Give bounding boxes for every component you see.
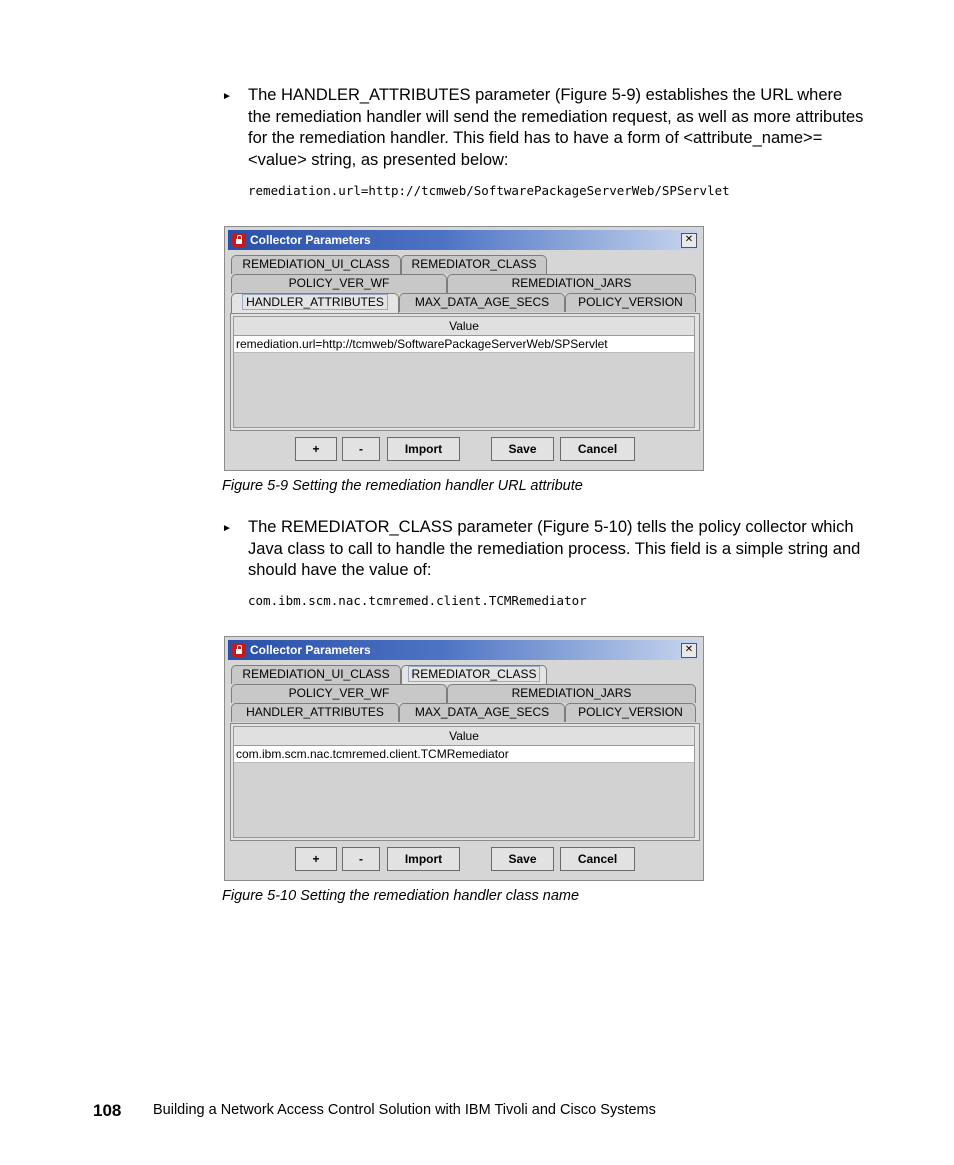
tab-remediation-jars[interactable] — [447, 684, 696, 703]
tab-remediation-ui-class[interactable] — [231, 665, 401, 684]
value-table — [233, 726, 695, 838]
tab-handler-attributes[interactable] — [231, 703, 399, 722]
table-cell-value[interactable]: com.ibm.scm.nac.tcmremed.client.TCMRemediator — [234, 746, 694, 763]
tab-label: POLICY_VERSION — [578, 295, 683, 309]
bullet-marker: ► — [222, 91, 232, 102]
tab-policy-version[interactable] — [565, 703, 696, 722]
tab-policy-ver-wf[interactable] — [231, 274, 447, 293]
close-icon[interactable]: ✕ — [681, 233, 697, 248]
remove-button[interactable]: - — [342, 437, 380, 461]
figure-caption-5-10: Figure 5-10 Setting the remediation handler class name — [222, 888, 580, 904]
tab-max-data-age-secs[interactable] — [399, 703, 565, 722]
tab-label: REMEDIATION_JARS — [511, 686, 632, 700]
save-button[interactable]: Save — [491, 437, 554, 461]
parameter-panel — [230, 723, 700, 841]
close-icon[interactable]: ✕ — [681, 643, 697, 658]
import-button[interactable]: Import — [387, 437, 460, 461]
tab-label: POLICY_VER_WF — [288, 276, 390, 290]
value-table — [233, 316, 695, 428]
figure-caption-5-9: Figure 5-9 Setting the remediation handler URL attribute — [222, 478, 583, 494]
tab-label: MAX_DATA_AGE_SECS — [414, 705, 550, 719]
tab-label: REMEDIATOR_CLASS — [411, 257, 537, 271]
tab-label: POLICY_VER_WF — [288, 686, 390, 700]
window-title: Collector Parameters — [250, 233, 371, 247]
collector-parameters-window — [224, 636, 704, 881]
add-button[interactable]: + — [295, 437, 337, 461]
tab-handler-attributes[interactable] — [231, 293, 399, 314]
collector-parameters-window — [224, 226, 704, 471]
tab-label: REMEDIATION_UI_CLASS — [242, 667, 390, 681]
tab-label: HANDLER_ATTRIBUTES — [242, 294, 388, 310]
title-bar — [228, 640, 700, 660]
column-header-value[interactable]: Value — [234, 317, 694, 336]
code-remediator-class: com.ibm.scm.nac.tcmremed.client.TCMRemediator — [248, 593, 587, 608]
tab-policy-ver-wf[interactable] — [231, 684, 447, 703]
cancel-button[interactable]: Cancel — [560, 847, 635, 871]
cancel-button[interactable]: Cancel — [560, 437, 635, 461]
tab-label: HANDLER_ATTRIBUTES — [246, 705, 384, 719]
save-button[interactable]: Save — [491, 847, 554, 871]
tab-remediator-class[interactable] — [401, 665, 547, 684]
bullet-marker: ► — [222, 523, 232, 534]
tab-remediation-ui-class[interactable] — [231, 255, 401, 274]
tab-label: POLICY_VERSION — [578, 705, 683, 719]
tab-label: REMEDIATION_JARS — [511, 276, 632, 290]
paragraph-remediator-class: The REMEDIATOR_CLASS parameter (Figure 5-10) tells the policy collector which Java class to call to handle the remediation process. This field is a simple string and should have the value of: — [248, 518, 861, 579]
lock-icon — [232, 643, 246, 657]
table-cell-value[interactable]: remediation.url=http://tcmweb/SoftwarePackageServerWeb/SPServlet — [234, 336, 694, 353]
parameter-panel — [230, 313, 700, 431]
import-button[interactable]: Import — [387, 847, 460, 871]
title-bar — [228, 230, 700, 250]
tab-label: REMEDIATOR_CLASS — [408, 666, 541, 682]
remove-button[interactable]: - — [342, 847, 380, 871]
tab-label: MAX_DATA_AGE_SECS — [414, 295, 550, 309]
footer-book-title: Building a Network Access Control Solution with IBM Tivoli and Cisco Systems — [153, 1102, 656, 1118]
code-remediation-url: remediation.url=http://tcmweb/SoftwarePackageServerWeb/SPServlet — [248, 183, 730, 198]
tab-policy-version[interactable] — [565, 293, 696, 312]
page-number: 108 — [93, 1101, 122, 1120]
add-button[interactable]: + — [295, 847, 337, 871]
column-header-value[interactable]: Value — [234, 727, 694, 746]
window-title: Collector Parameters — [250, 643, 371, 657]
tab-remediator-class[interactable] — [401, 255, 547, 274]
tab-label: REMEDIATION_UI_CLASS — [242, 257, 390, 271]
tab-remediation-jars[interactable] — [447, 274, 696, 293]
paragraph-handler-attributes: The HANDLER_ATTRIBUTES parameter (Figure 5-9) establishes the URL where the remediation handler will send the remediation request, as well as more attributes for the remediation handler. This field has to have a form of <attribute_name>=<value> string, as presented below: — [248, 86, 864, 169]
lock-icon — [232, 233, 246, 247]
tab-max-data-age-secs[interactable] — [399, 293, 565, 312]
